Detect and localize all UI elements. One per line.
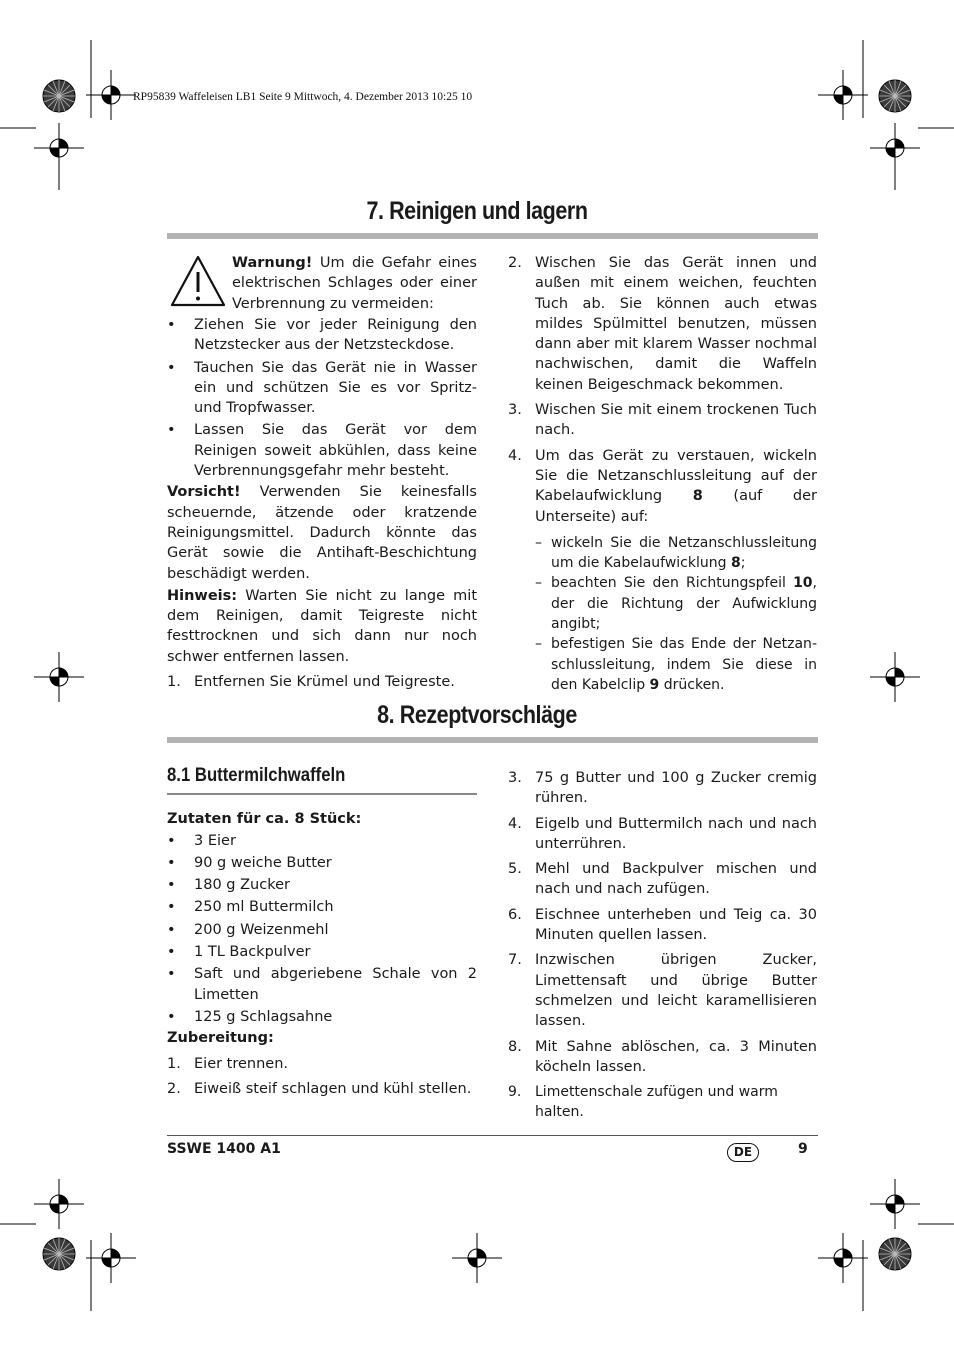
step-item: 1. Eier trennen. bbox=[167, 1055, 289, 1072]
bullet-mark: • bbox=[167, 1008, 176, 1025]
list-item: • Tauchen Sie das Gerät nie in Wasser ein und schützen Sie es vor Spritz- und Tropfwasser. bbox=[167, 359, 477, 417]
warning-triangle-icon bbox=[169, 254, 227, 308]
recipe-subtitle: 8.1 Buttermilchwaffeln bbox=[167, 765, 346, 786]
step-item: 7. Inzwischen übrigen Zucker, Limettensaft und übrige Butter schmelzen und leicht karamellisieren lassen. bbox=[508, 952, 817, 1030]
step-item: 2. Eiweiß steif schlagen und kühl stellen. bbox=[167, 1080, 472, 1097]
step-item: 3. 75 g Butter und 100 g Zucker cremig rühren. bbox=[508, 770, 817, 807]
list-item: • Ziehen Sie vor jeder Reinigung den Netzstecker aus der Netzsteckdose. bbox=[167, 317, 477, 354]
step-item: 2. Wischen Sie das Gerät innen und außen mit einem weichen, feuchten Tuch ab. Sie können auch etwas mildes Spülmittel benutzen, müssen dann aber mit klarem Wasser nochmal nachwischen, damit die Waffeln keinen Beigeschmack bekommen. bbox=[508, 255, 817, 393]
step-item: 4. Eigelb und Buttermilch nach und nach unterrühren. bbox=[508, 815, 817, 852]
list-item: • 180 g Zucker bbox=[167, 875, 477, 895]
section-7-divider bbox=[167, 233, 818, 239]
list-item: • Saft und abgeriebene Schale von 2 Limetten bbox=[167, 966, 477, 1003]
page-number: 9 bbox=[798, 1141, 808, 1157]
list-item: • 3 Eier bbox=[167, 831, 477, 851]
list-item: • Lassen Sie das Gerät vor dem Reinigen soweit abkühlen, dass keine Verbrennungsgefahr mehr besteht. bbox=[167, 422, 477, 480]
step-item: 4. Um das Gerät zu verstauen, wickeln Sie die Netzanschlussleitung auf der Kabelaufwicklung 8 (auf der Unterseite) auf: bbox=[508, 447, 817, 525]
bullet-mark: • bbox=[167, 317, 176, 333]
step-item: 5. Mehl und Backpulver mischen und nach und nach zufügen. bbox=[508, 861, 817, 898]
section-8-title: 8. Rezeptvorschläge bbox=[377, 701, 577, 729]
ingredients-label: Zutaten für ca. 8 Stück: bbox=[167, 811, 362, 828]
footer-model: SSWE 1400 A1 bbox=[167, 1141, 281, 1157]
bullet-mark: • bbox=[167, 422, 176, 439]
caution-label: Vorsicht! bbox=[167, 484, 241, 501]
list-item: – befestigen Sie das Ende der Netzanschlussleitung, indem Sie diese in den Kabelclip 9 drücken. bbox=[535, 636, 817, 693]
section-7-right-column bbox=[508, 253, 817, 695]
bullet-mark: • bbox=[167, 359, 176, 376]
list-item: – wickeln Sie die Netzanschlussleitung um die Kabelaufwicklung 8; bbox=[535, 534, 817, 572]
bullet-mark: • bbox=[167, 921, 176, 938]
section-7-left-column bbox=[167, 253, 477, 692]
step-item: 9. Limettenschale zufügen und warm halten. bbox=[508, 1084, 778, 1121]
step-item: 3. Wischen Sie mit einem trockenen Tuch nach. bbox=[508, 402, 817, 439]
section-7-title: 7. Reinigen und lagern bbox=[366, 197, 588, 225]
section-8-right-column bbox=[508, 768, 817, 1123]
note-paragraph: Hinweis: Warten Sie nicht zu lange mit dem Reinigen, damit Teigreste nicht festtrocknen und sich dann nur noch schwer entfernen lassen. bbox=[167, 587, 477, 665]
warning-text: Um die Gefahr eines elektrischen Schlages oder einer Verbrennung zu vermeiden: bbox=[232, 255, 477, 312]
subtitle-underline bbox=[167, 793, 477, 795]
list-item: • 90 g weiche Butter bbox=[167, 853, 477, 873]
bullet-mark: • bbox=[167, 899, 176, 916]
substep-list bbox=[535, 533, 817, 695]
caution-paragraph: Vorsicht! Verwenden Sie keinesfalls scheuernde, ätzende oder kratzende Reinigungsmittel. Dadurch könnte das Gerät sowie die Antihaft-Beschichtung beschädigt werden. bbox=[167, 484, 477, 582]
list-item: – beachten Sie den Richtungspfeil 10, der die Richtung der Aufwicklung angibt; bbox=[535, 575, 817, 633]
footer-rule bbox=[167, 1135, 818, 1136]
bullet-mark: • bbox=[167, 966, 176, 983]
warning-paragraph bbox=[232, 253, 477, 314]
list-item: • 1 TL Backpulver bbox=[167, 942, 477, 962]
language-badge: DE bbox=[727, 1143, 759, 1162]
note-label: Hinweis: bbox=[167, 587, 238, 604]
bullet-mark: • bbox=[167, 944, 176, 961]
step-item: 8. Mit Sahne ablöschen, ca. 3 Minuten köcheln lassen. bbox=[508, 1038, 817, 1075]
list-item: • 200 g Weizenmehl bbox=[167, 920, 477, 940]
preparation-label: Zubereitung: bbox=[167, 1030, 274, 1047]
print-header: RP95839 Waffeleisen LB1 Seite 9 Mittwoch, 4. Dezember 2013 10:25 10 bbox=[133, 91, 473, 103]
list-item: • 125 g Schlagsahne bbox=[167, 1007, 477, 1027]
bullet-mark: • bbox=[167, 832, 176, 849]
bullet-mark: • bbox=[167, 877, 176, 894]
bullet-mark: • bbox=[167, 854, 176, 871]
list-item: • 250 ml Buttermilch bbox=[167, 897, 477, 917]
section-8-divider bbox=[167, 737, 818, 743]
step-item: 6. Eischnee unterheben und Teig ca. 30 Minuten quellen lassen. bbox=[508, 906, 817, 944]
section-8-left-column bbox=[167, 766, 477, 1099]
warning-label: Warnung! bbox=[232, 255, 313, 271]
step-item: 1. Entfernen Sie Krümel und Teigreste. bbox=[167, 674, 455, 691]
